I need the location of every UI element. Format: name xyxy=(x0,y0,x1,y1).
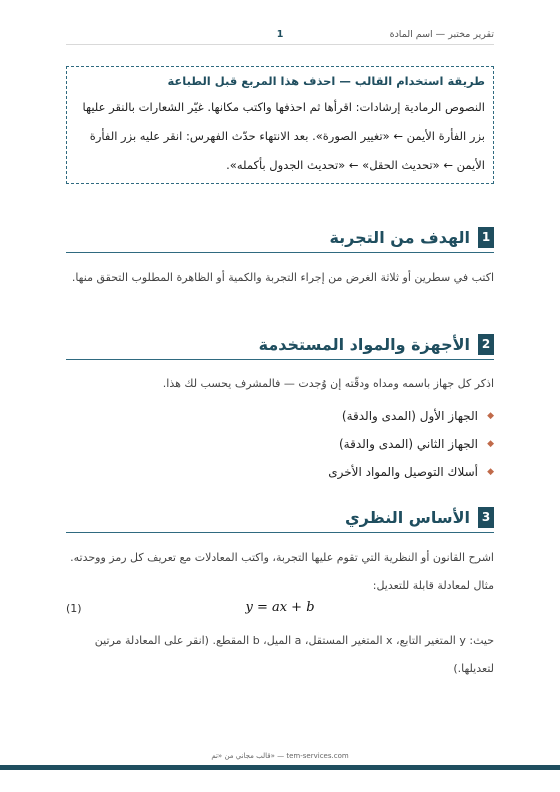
diamond-bullet-icon: ◆ xyxy=(487,439,494,449)
diamond-bullet-icon: ◆ xyxy=(487,411,494,421)
section-title: الأجهزة والمواد المستخدمة xyxy=(258,334,470,354)
list-item-label: الجهاز الثاني (المدى والدقة) xyxy=(338,437,478,451)
instructions-body: النصوص الرمادية إرشادات: اقرأها ثم احذفها واكتب مكانها. غيّر الشعارات بالنقر عليها بزر الفأرة الأيمن ← «تغيير الصورة». بعد الانتهاء حدّث الفهرس: انقر عليه بزر الفأرة الأيمن ← «تحديث الحقل» ← «تحديث الجدول بأكمله». xyxy=(82,100,485,172)
equation[interactable]: y = ax + b xyxy=(245,600,315,615)
page-header xyxy=(66,26,494,45)
instructions-title: طريقة استخدام القالب — احذف هذا المربع قبل الطباعة xyxy=(167,74,485,88)
list-item xyxy=(66,430,494,458)
section-heading-objective xyxy=(66,222,494,253)
section-heading-equipment xyxy=(66,329,494,360)
diamond-bullet-icon: ◆ xyxy=(487,467,494,477)
header-title: تقرير مختبر — اسم المادة xyxy=(389,29,494,40)
section-number: 2 xyxy=(478,334,494,355)
footer-text: قالب مجاني من «تم» — tem-services.com xyxy=(211,752,349,760)
list-item-label: أسلاك التوصيل والمواد الأخرى xyxy=(328,465,478,479)
section-number: 3 xyxy=(478,507,494,528)
footer-bar xyxy=(0,765,560,770)
equation-explanation: حيث: y المتغير التابع، x المتغير المستقل، a الميل، b المقطع. (انقر على المعادلة مرتين لتعديلها.) xyxy=(94,634,494,675)
equation-number: (1) xyxy=(66,602,82,615)
list-item xyxy=(66,402,494,430)
equation-block[interactable] xyxy=(66,600,494,620)
section-text-theory: اشرح القانون أو النظرية التي تقوم عليها التجربة، واكتب المعادلات مع تعريف كل رمز ووحدته. مثال لمعادلة قابلة للتعديل: xyxy=(70,551,494,592)
section-heading-theory xyxy=(66,502,494,533)
equipment-list xyxy=(66,402,494,486)
template-instructions-box xyxy=(66,66,494,184)
section-title: الأساس النظري xyxy=(344,507,470,527)
section-number: 1 xyxy=(478,227,494,248)
list-item xyxy=(66,458,494,486)
section-text-objective: اكتب في سطرين أو ثلاثة الغرض من إجراء التجربة والكمية أو الظاهرة المطلوب التحقق منها. xyxy=(71,271,494,284)
section-title: الهدف من التجربة xyxy=(329,227,470,247)
section-text-equipment: اذكر كل جهاز باسمه ومداه ودقّته إن وُجدت — فالمشرف يحسب لك هذا. xyxy=(162,377,494,390)
list-item-label: الجهاز الأول (المدى والدقة) xyxy=(341,409,478,423)
page-number: 1 xyxy=(276,29,284,40)
